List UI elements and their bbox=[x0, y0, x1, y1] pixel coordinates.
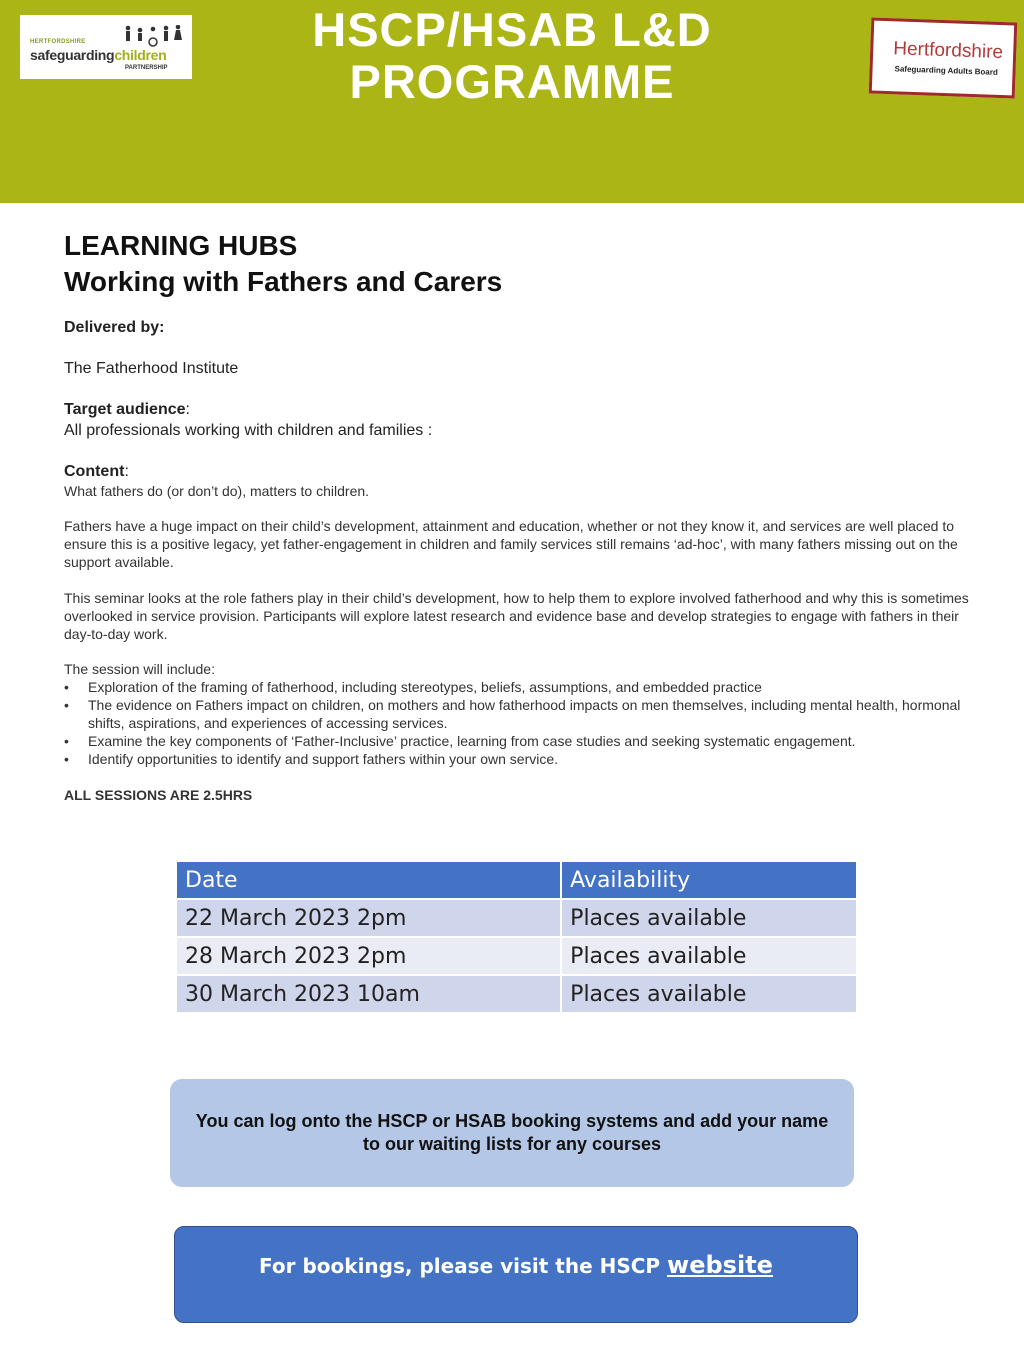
content-label-line bbox=[64, 462, 129, 482]
schedule-table bbox=[175, 860, 858, 1014]
bullet-item: • Identify opportunities to identify and support fathers within your own service. bbox=[64, 750, 964, 768]
title-line-1: HSCP/HSAB L&D bbox=[312, 3, 712, 56]
bullet-item: • Examine the key components of ‘Father-Inclusive’ practice, learning from case studies and seeking systematic engagement. bbox=[64, 732, 964, 750]
booking-prefix-text: For bookings, please visit the HSCP bbox=[259, 1254, 668, 1278]
date-cell: 28 March 2023 2pm bbox=[176, 937, 561, 975]
course-subheading: Working with Fathers and Carers bbox=[64, 266, 503, 297]
title-line-2: PROGRAMME bbox=[349, 55, 675, 108]
date-cell: 22 March 2023 2pm bbox=[176, 899, 561, 937]
delivered-label: Delivered by: bbox=[64, 319, 165, 336]
logo-left-main-a: safeguarding bbox=[30, 47, 115, 63]
availability-cell: Places available bbox=[561, 937, 857, 975]
table-header-row bbox=[176, 861, 857, 899]
bullet-item: • Exploration of the framing of fatherhood, including stereotypes, beliefs, assumptions, and embedded practice bbox=[64, 678, 964, 696]
paragraph-2: This seminar looks at the role fathers play in their child’s development, how to help them to explore involved fatherhood and why this is sometimes overlooked in service provision. Participants will explore latest research and evidence base and develop strategies to engage with fathers in their day-to-day work. bbox=[64, 590, 969, 642]
duration-note: ALL SESSIONS ARE 2.5HRS bbox=[64, 787, 253, 803]
table-row bbox=[176, 975, 857, 1013]
logo-right-sub: Safeguarding Adults Board bbox=[894, 64, 998, 77]
table-row bbox=[176, 899, 857, 937]
audience-text: All professionals working with children and families : bbox=[64, 422, 433, 439]
audience-colon: : bbox=[185, 401, 190, 418]
session-bullet-list bbox=[64, 678, 964, 768]
website-link[interactable]: website bbox=[667, 1251, 773, 1279]
session-intro: The session will include: bbox=[64, 661, 215, 677]
content-intro: What fathers do (or don’t do), matters to children. bbox=[64, 483, 370, 499]
bullet-item: • The evidence on Fathers impact on children, on mothers and how fatherhood impacts on men themselves, including mental health, hormonal shifts, aspirations, and experiences of accessing services. bbox=[64, 696, 964, 732]
availability-cell: Places available bbox=[561, 899, 857, 937]
course-heading: LEARNING HUBS bbox=[64, 230, 298, 261]
logo-left-main-text bbox=[30, 47, 166, 63]
content-label: Content bbox=[64, 463, 125, 480]
logo-right-name: Hertfordshire bbox=[892, 38, 1004, 64]
logo-left-sub-text: PARTNERSHIP bbox=[125, 65, 168, 71]
booking-box bbox=[174, 1226, 858, 1323]
page-title bbox=[230, 4, 794, 108]
header-banner bbox=[0, 0, 1024, 203]
hsab-logo bbox=[869, 17, 1018, 98]
column-header-availability: Availability bbox=[561, 861, 857, 899]
audience-label: Target audience bbox=[64, 401, 186, 418]
logo-left-main-b: children bbox=[114, 47, 167, 63]
hscp-logo bbox=[20, 15, 192, 79]
audience-label-line bbox=[64, 400, 190, 420]
date-cell: 30 March 2023 10am bbox=[176, 975, 561, 1013]
content-colon: : bbox=[124, 463, 129, 480]
waiting-list-info-text: You can log onto the HSCP or HSAB booking systems and add your name to our waiting lists for any courses bbox=[195, 1111, 829, 1154]
table-row bbox=[176, 937, 857, 975]
column-header-date: Date bbox=[176, 861, 561, 899]
paragraph-1: Fathers have a huge impact on their child’s development, attainment and education, whether or not they know it, and services are well placed to ensure this is a positive legacy, yet father-engagement in children and family services still remains ‘ad-hoc’, with many fathers missing out on the support available. bbox=[64, 518, 958, 570]
people-figures-icon bbox=[120, 25, 190, 47]
logo-left-small-text: HERTFORDSHIRE bbox=[30, 39, 86, 45]
waiting-list-info-box bbox=[170, 1079, 854, 1187]
availability-cell: Places available bbox=[561, 975, 857, 1013]
delivered-by: The Fatherhood Institute bbox=[64, 360, 239, 377]
